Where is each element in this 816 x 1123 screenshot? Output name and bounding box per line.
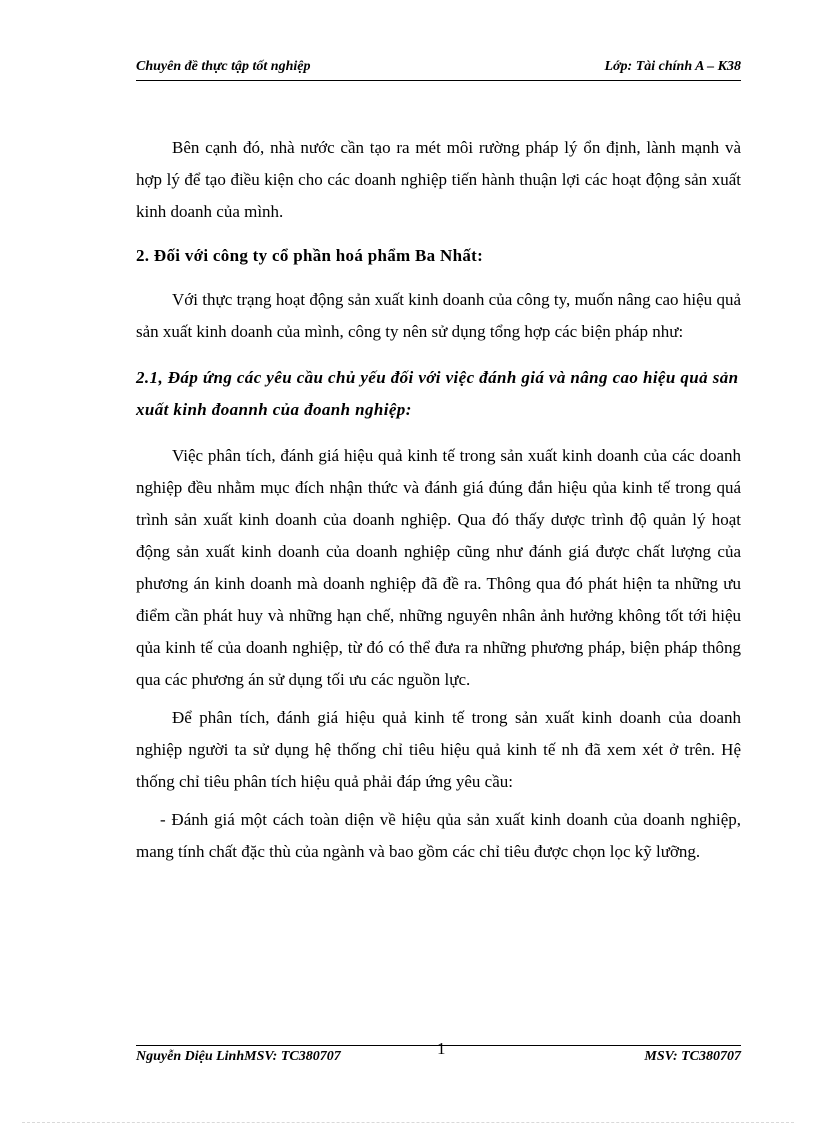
subsection-heading: 2.1, Đáp ứng các yêu cầu chủ yếu đối với việc đánh giá và nâng cao hiệu quả sản xuất kinh đoannh của đoanh nghiệp:	[136, 368, 739, 419]
paragraph-1: Bên cạnh đó, nhà nước cần tạo ra mét môi rường pháp lý ổn định, lành mạnh và hợp lý để tạo điều kiện cho các doanh nghiệp tiến hành thuận lợi các hoạt động sản xuất kinh doanh của mình.	[136, 138, 741, 221]
page-footer	[136, 1039, 741, 1068]
header-class: Lớp: Tài chính A – K38	[604, 59, 741, 74]
paragraph-2: Với thực trạng hoạt động sản xuất kinh doanh của công ty, muốn nâng cao hiệu quả sản xuất kinh doanh của mình, công ty nên sử dụng tổng hợp các biện pháp như:	[136, 290, 741, 341]
footer-author: Nguyễn Diệu LinhMSV: TC380707	[136, 1049, 341, 1064]
footer-student-id: MSV: TC380707	[644, 1049, 741, 1064]
paragraph-3: Việc phân tích, đánh giá hiệu quả kinh tế trong sản xuất kinh doanh của các doanh nghiệp đều nhằm mục đích nhận thức và đánh giá đúng đắn hiệu qủa kinh tế trong quá trình sản xuất kinh doanh của doanh nghiệp. Qua đó thấy dược trình độ quản lý hoạt động sản xuất kinh doanh của doanh nghiệp cũng như đánh giá được chất lượng của phương án kinh doanh mà doanh nghiệp đã đề ra. Thông qua đó phát hiện ta những ưu điểm cần phát huy và những hạn chế, những nguyên nhân ảnh hưởng không tốt tới hiệu qủa kinh tế của doanh nghiệp, từ đó có thể đưa ra những phương pháp, biện pháp thông qua các phương án sử dụng tối ưu các nguồn lực.	[136, 446, 741, 689]
page-content	[136, 132, 741, 868]
paragraph-5: - Đánh giá một cách toàn diện về hiệu qủa sản xuất kinh doanh của doanh nghiệp, mang tính chất đặc thù của ngành và bao gồm các chỉ tiêu được chọn lọc kỹ lưỡng.	[136, 810, 741, 861]
header-title: Chuyên đề thực tập tốt nghiệp	[136, 59, 311, 74]
paragraph-4: Để phân tích, đánh giá hiệu quả kinh tế trong sản xuất kinh doanh của doanh nghiệp người ta sử dụng hệ thống chỉ tiêu hiệu quả kinh tế nh đã xem xét ở trên. Hệ thống chỉ tiêu phân tích hiệu quả phải đáp ứng yêu cầu:	[136, 708, 741, 791]
section-heading: 2. Đối với công ty cổ phần hoá phẩm Ba Nhất:	[136, 246, 484, 265]
page-number: 1	[437, 1039, 446, 1058]
page-header	[136, 58, 741, 81]
